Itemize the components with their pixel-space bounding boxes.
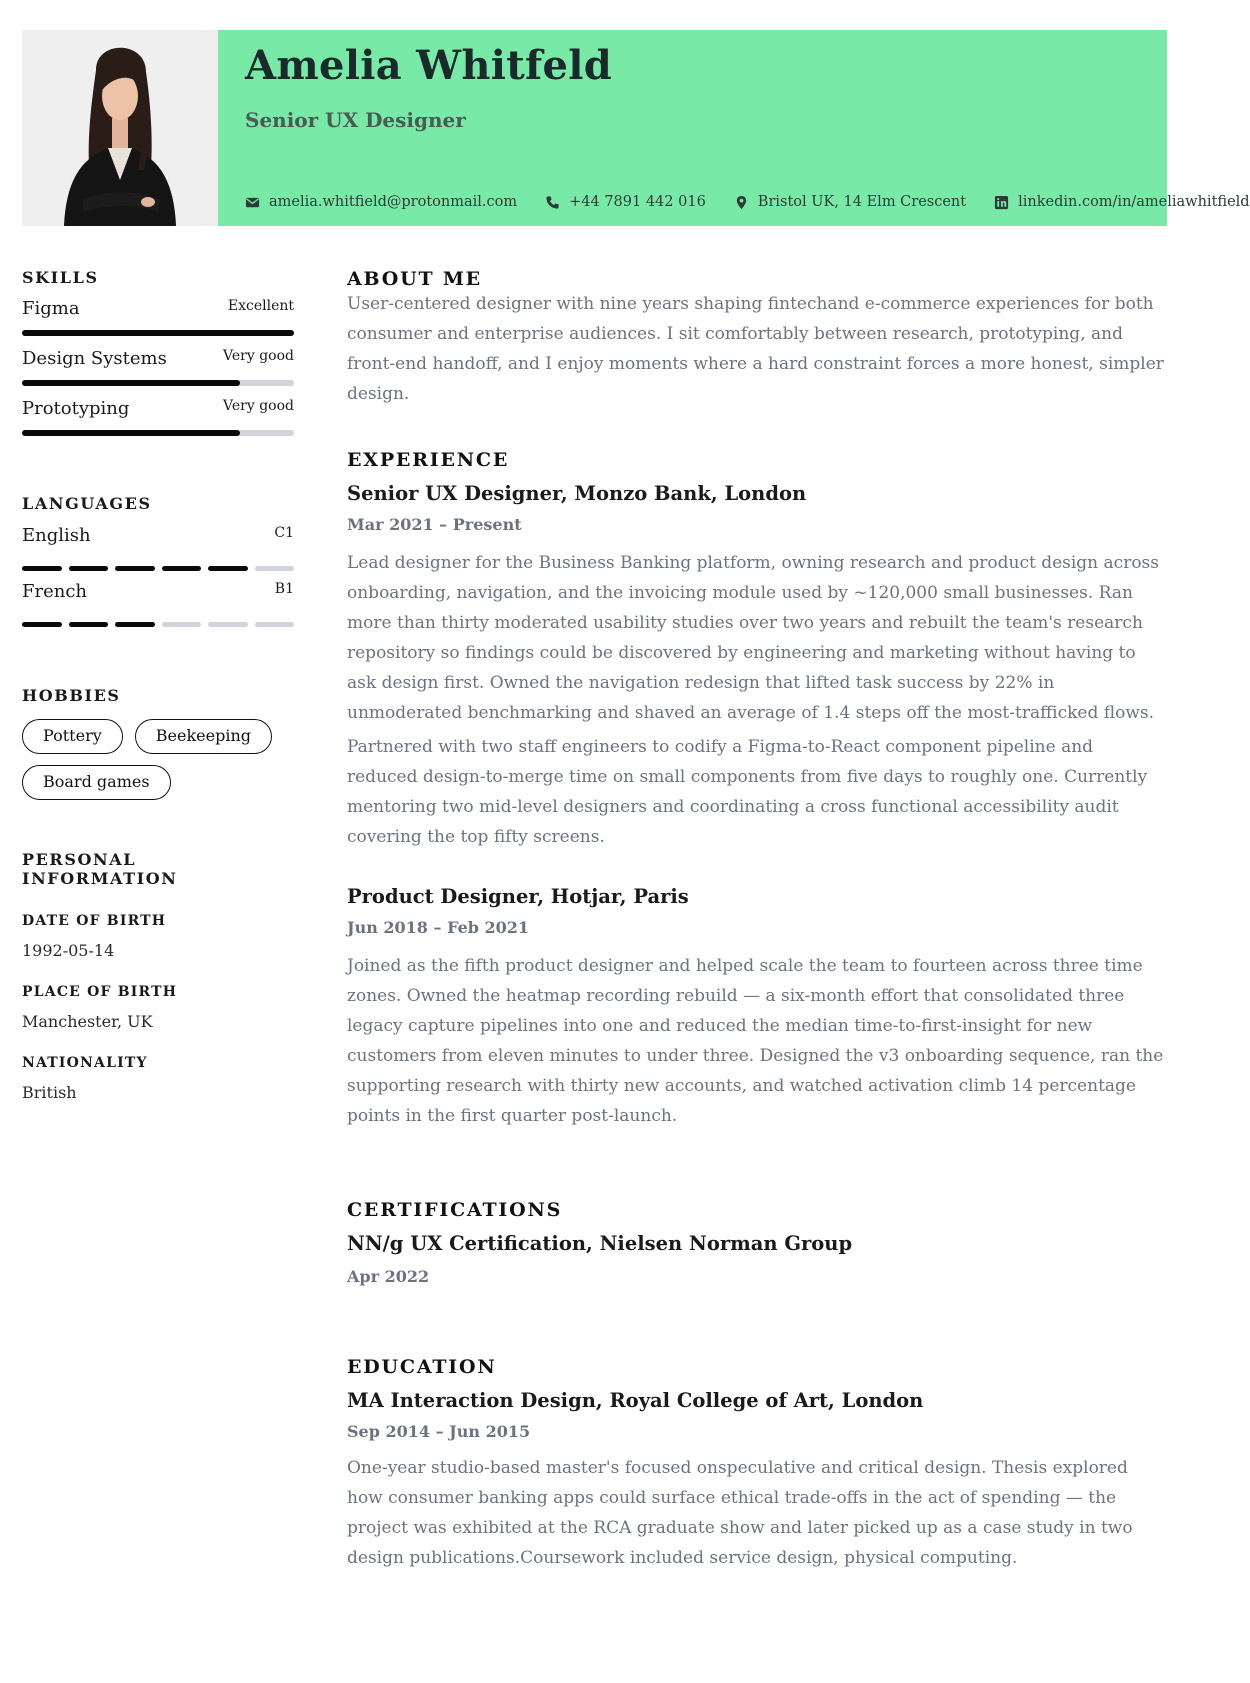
nationality-value: British [22,1083,77,1102]
language-label: French [22,581,88,602]
language-segment-filled [115,622,155,627]
language-segment-filled [162,566,202,571]
education-description: One-year studio-based master's focused onspeculative and critical design. Thesis explored how consumer banking apps could surface ethical trade-offs in the act of spending — the project was exhibited at the RCA graduate show and later picked up as a case study in two design publications.Coursework included service design, physical computing. [347,1458,1133,1568]
language-segment-filled [22,566,62,571]
skill-item [22,298,294,336]
linkedin-icon [994,195,1009,210]
job-description: Joined as the fifth product designer and helped scale the team to fourteen across three time zones. Owned the heatmap recording rebuild — a six-month effort that consolidated three legacy capture pipelines into one and reduced the median time-to-first-insight for new customers from eleven minutes to under three. Designed the v3 onboarding sequence, ran the supporting research with thirty new accounts, and watched activation climb 14 percentage points in the first quarter post-launch. [347,956,1164,1126]
language-segment-filled [115,566,155,571]
skill-bar-fill [22,430,240,436]
hobby-list [22,719,294,800]
pob-label: PLACE OF BIRTH [22,984,178,1000]
education-heading: EDUCATION [347,1356,497,1378]
language-segment-empty [208,622,248,627]
language-segment-filled [69,622,109,627]
nationality-label: NATIONALITY [22,1055,148,1071]
contact-address[interactable] [734,194,966,210]
certification-title: NN/g UX Certification, Nielsen Norman Group [347,1232,853,1255]
skill-bar-fill [22,330,294,336]
languages-heading: LANGUAGES [22,494,152,513]
experience-heading: EXPERIENCE [347,449,510,471]
language-segment-empty [162,622,202,627]
hobby-tag: Beekeeping [135,719,272,754]
skill-bar [22,330,294,336]
language-meter [22,566,294,571]
profile-photo-illustration [22,30,218,226]
job-title: Product Designer, Hotjar, Paris [347,885,689,908]
personal-info-heading: PERSONAL INFORMATION [22,850,178,888]
contact-linkedin-text: linkedin.com/in/ameliawhitfield [1018,194,1250,210]
skill-item [22,398,294,436]
job-title: Senior UX Designer, Monzo Bank, London [347,482,807,505]
language-segment-filled [69,566,109,571]
pob-value: Manchester, UK [22,1012,153,1031]
about-text: User-centered designer with nine years shaping fintechand e-commerce experiences for both consumer and enterprise audiences. I sit comfortably between research, prototyping, and front-end handoff, and I enjoy moments where a hard constraint forces a more honest, simpler design. [347,294,1164,404]
skill-level: Very good [223,398,294,414]
contact-phone[interactable] [545,194,706,210]
language-level: C1 [274,525,294,541]
hobby-tag: Pottery [22,719,123,754]
contact-phone-text: +44 7891 442 016 [569,194,706,210]
header-banner [218,30,1250,226]
job-dates: Jun 2018 – Feb 2021 [347,918,530,937]
job-description: Lead designer for the Business Banking platform, owning research and product design across onboarding, navigation, and the invoicing module used by ~120,000 small businesses. Ran more than thirty moderated usability studies over two years and rebuilt the team's research repository so findings could be discovered by engineering and marketing without having to ask design first. Owned the navigation redesign that lifted task success by 22% in unmoderated benchmarking and shaved an average of 1.4 steps off the most-trafficked flows. [347,553,1159,723]
certifications-heading: CERTIFICATIONS [347,1199,563,1221]
phone-icon [545,195,560,210]
skill-label: Prototyping [22,398,130,419]
envelope-icon [245,195,260,210]
language-item [22,525,294,571]
skill-level: Very good [223,348,294,364]
candidate-title: Senior UX Designer [245,108,466,132]
candidate-name: Amelia Whitfeld [245,42,613,89]
skill-label: Figma [22,298,80,319]
job-dates: Mar 2021 – Present [347,515,522,534]
education-title: MA Interaction Design, Royal College of Art, London [347,1389,924,1412]
language-segment-empty [255,622,295,627]
contact-email-text: amelia.whitfield@protonmail.com [269,194,518,210]
location-pin-icon [734,195,749,210]
language-segment-filled [22,622,62,627]
language-segment-empty [255,566,295,571]
skill-bar [22,380,294,386]
hobbies-heading: HOBBIES [22,686,121,705]
resume-header [22,30,1250,226]
contact-address-text: Bristol UK, 14 Elm Crescent [757,194,967,210]
skill-bar [22,430,294,436]
skill-level: Excellent [227,298,294,314]
contact-email[interactable] [245,194,517,210]
certification-date: Apr 2022 [347,1267,430,1286]
language-meter [22,622,294,627]
about-heading: ABOUT ME [347,268,482,290]
job-description: Partnered with two staff engineers to codify a Figma-to-React component pipeline and reduced design-to-merge time on small components from five days to roughly one. Currently mentoring two mid-level designers and coordinating a cross functional accessibility audit covering the top fifty screens. [347,737,1148,847]
skill-bar-fill [22,380,240,386]
hobby-tag: Board games [22,765,171,800]
right-column [347,268,1167,1573]
skills-heading: SKILLS [22,268,99,287]
dob-value: 1992-05-14 [22,941,115,960]
education-dates: Sep 2014 – Jun 2015 [347,1422,531,1441]
dob-label: DATE OF BIRTH [22,913,167,929]
skill-label: Design Systems [22,348,167,369]
contact-linkedin[interactable] [994,194,1249,210]
profile-photo [22,30,218,226]
left-column [22,268,294,1102]
language-level: B1 [274,581,294,597]
language-item [22,581,294,627]
contact-list [245,194,1250,210]
language-label: English [22,525,91,546]
skill-item [22,348,294,386]
language-segment-filled [208,566,248,571]
